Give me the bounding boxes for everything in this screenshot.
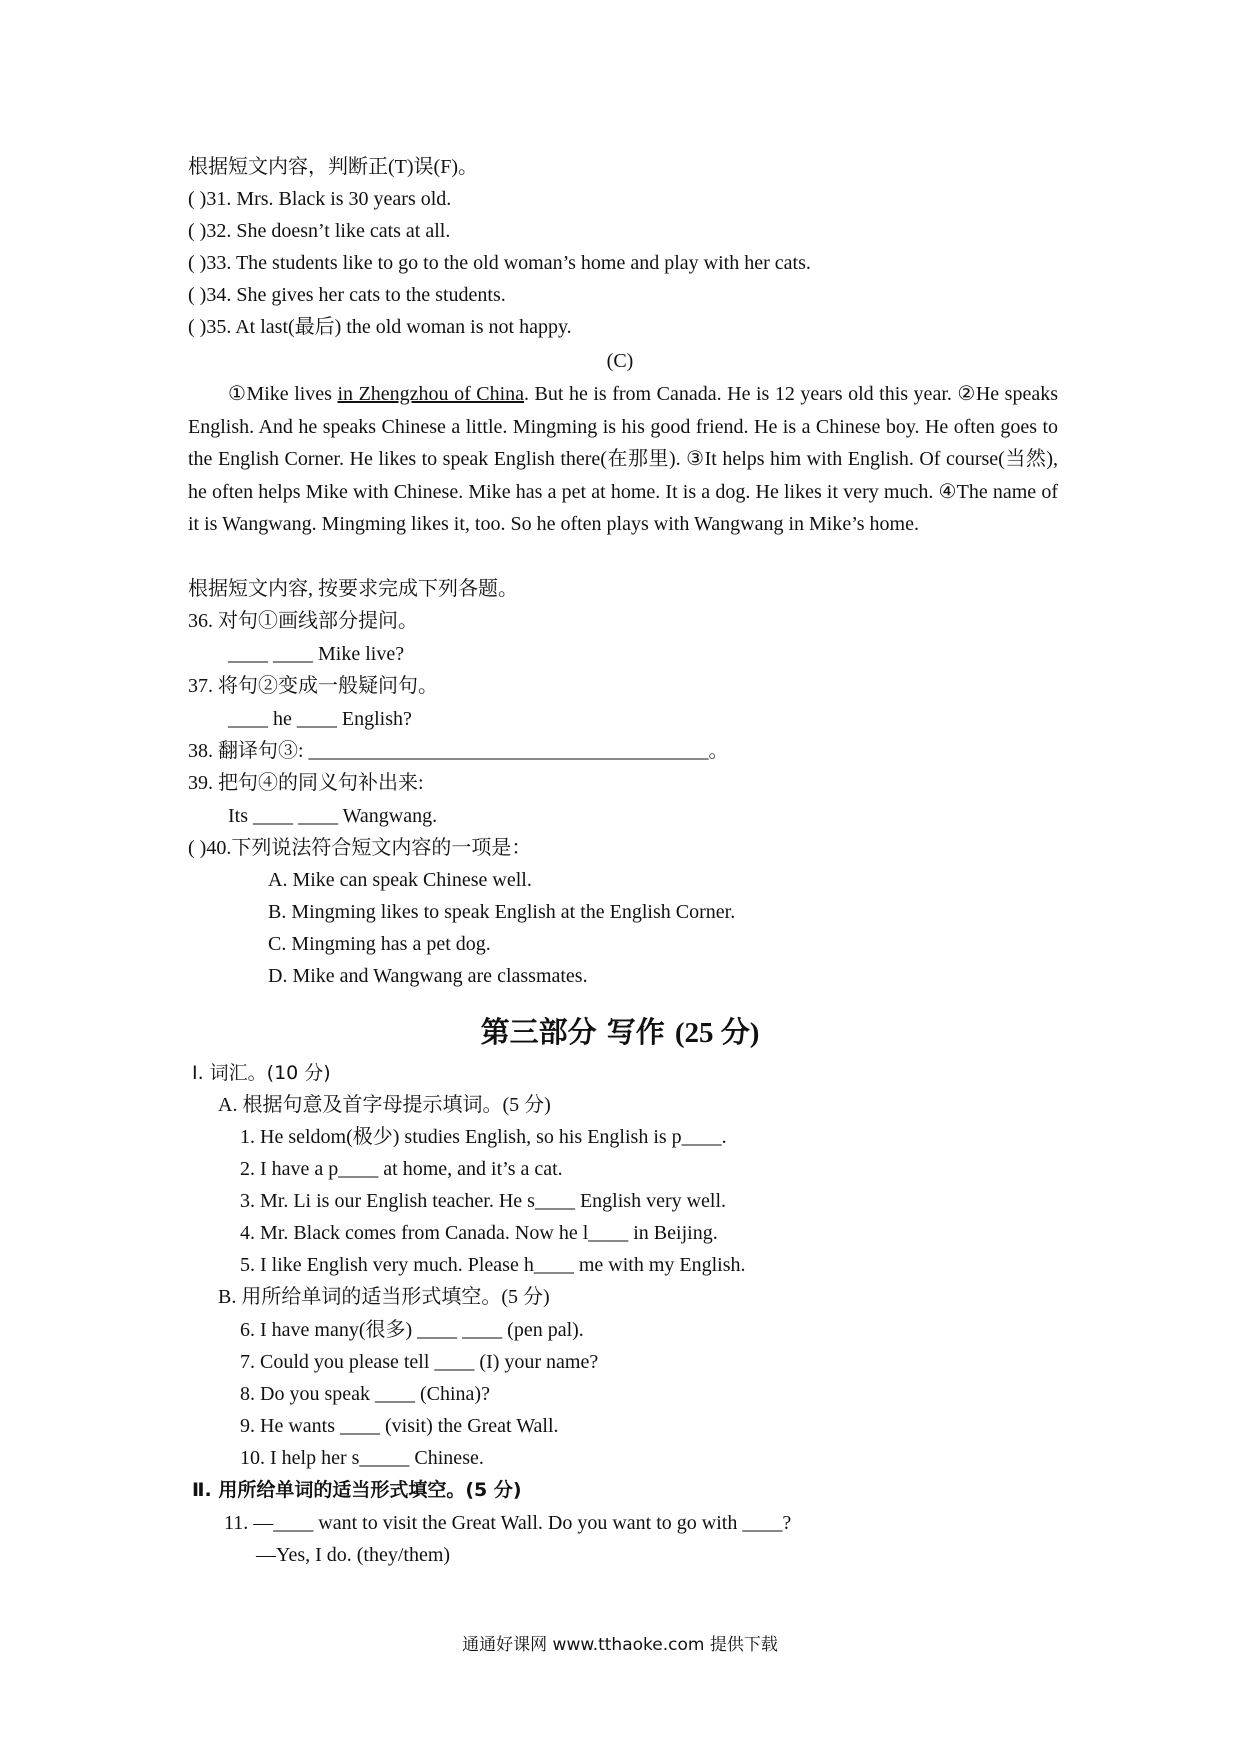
question-40 bbox=[188, 835, 531, 861]
answer-bracket[interactable]: ( ) bbox=[188, 316, 207, 338]
option-a: A. Mike can speak Chinese well. bbox=[268, 869, 532, 891]
vocab-title: Ⅰ. 词汇。(10 分) bbox=[192, 1062, 331, 1084]
item-text: 32. She doesn’t like cats at all. bbox=[206, 220, 451, 242]
question-11: 11. —____ want to visit the Great Wall. Do you want to go with ____? bbox=[224, 1512, 792, 1534]
option-d: D. Mike and Wangwang are classmates. bbox=[268, 965, 588, 987]
part3-score: (25 分) bbox=[674, 1017, 760, 1049]
underlined-phrase: in Zhengzhou of China bbox=[337, 383, 525, 405]
vocab-b-item: 7. Could you please tell ____ (I) your name? bbox=[240, 1351, 599, 1373]
page-footer: 通通好课网 www.tthaoke.com 提供下载 bbox=[462, 1635, 778, 1655]
option-c: C. Mingming has a pet dog. bbox=[268, 933, 491, 955]
vocab-b-item: 8. Do you speak ____ (China)? bbox=[240, 1383, 490, 1405]
question-38[interactable]: 38. 翻译句③: ________________________________________。 bbox=[188, 740, 729, 762]
section-c-label: (C) bbox=[606, 350, 634, 372]
question-11-reply: —Yes, I do. (they/them) bbox=[256, 1544, 451, 1566]
vocab-a-item: 2. I have a p____ at home, and it’s a cat. bbox=[240, 1158, 563, 1180]
vocab-b-item: 9. He wants ____ (visit) the Great Wall. bbox=[240, 1415, 559, 1437]
question-36: 36. 对句①画线部分提问。 bbox=[188, 610, 418, 632]
vocab-a-title: A. 根据句意及首字母提示填词。(5 分) bbox=[218, 1094, 551, 1116]
vocab-a-item: 1. He seldom(极少) studies English, so his English is p____. bbox=[240, 1126, 727, 1148]
answer-bracket[interactable]: ( ) bbox=[188, 220, 207, 242]
option-b: B. Mingming likes to speak English at the English Corner. bbox=[268, 901, 736, 923]
part2-title: Ⅱ. 用所给单词的适当形式填空。(5 分) bbox=[192, 1479, 522, 1501]
tf-item bbox=[188, 250, 811, 276]
item-text: 33. The students like to go to the old woman’s home and play with her cats. bbox=[206, 252, 811, 274]
item-text: 40.下列说法符合短文内容的一项是： bbox=[206, 837, 532, 859]
reading-passage bbox=[188, 378, 1058, 541]
tf-item bbox=[188, 282, 506, 308]
vocab-a-item: 5. I like English very much. Please h____ me with my English. bbox=[240, 1254, 746, 1276]
answer-bracket[interactable]: ( ) bbox=[188, 252, 207, 274]
answer-bracket[interactable]: ( ) bbox=[188, 837, 207, 859]
answer-bracket[interactable]: ( ) bbox=[188, 188, 207, 210]
vocab-b-item: 6. I have many(很多) ____ ____ (pen pal). bbox=[240, 1319, 584, 1341]
tf-item bbox=[188, 186, 451, 212]
answer-37[interactable]: ____ he ____ English? bbox=[228, 708, 412, 730]
answer-bracket[interactable]: ( ) bbox=[188, 284, 207, 306]
passage-text: . But he is from Canada. He is 12 years old this year. ②He speaks English. And he speaks Chinese a little. Mingming is his good friend. He is a Chinese boy. He often goes to the English Corner. He likes to speak English there(在那里). ③It helps him with English. Of course(当然), he often helps Mike with Chinese. Mike has a pet at home. It is a dog. He likes it very much. ④The name of it is Wangwang. Mingming likes it, too. So he often plays with Wangwang in Mike’s home. bbox=[188, 383, 1059, 535]
part3-heading bbox=[0, 1010, 1240, 1051]
tf-item bbox=[188, 218, 450, 244]
answer-39[interactable]: Its ____ ____ Wangwang. bbox=[228, 805, 438, 827]
vocab-b-title: B. 用所给单词的适当形式填空。(5 分) bbox=[218, 1286, 550, 1308]
passage-text: ①Mike lives bbox=[228, 383, 338, 405]
tf-item bbox=[188, 314, 572, 340]
section-instruction: 根据短文内容，判断正(T)误(F)。 bbox=[188, 156, 478, 178]
item-text: 34. She gives her cats to the students. bbox=[206, 284, 506, 306]
question-37: 37. 将句②变成一般疑问句。 bbox=[188, 675, 438, 697]
answer-36[interactable]: ____ ____ Mike live? bbox=[228, 643, 405, 665]
item-text: 31. Mrs. Black is 30 years old. bbox=[206, 188, 452, 210]
item-text: 35. At last(最后) the old woman is not happy. bbox=[206, 316, 572, 338]
part3-title: 第三部分 写作 bbox=[480, 1015, 665, 1049]
section-instruction: 根据短文内容, 按要求完成下列各题。 bbox=[188, 578, 518, 600]
vocab-b-item: 10. I help her s_____ Chinese. bbox=[240, 1447, 484, 1469]
vocab-a-item: 4. Mr. Black comes from Canada. Now he l____ in Beijing. bbox=[240, 1222, 718, 1244]
vocab-a-item: 3. Mr. Li is our English teacher. He s____ English very well. bbox=[240, 1190, 727, 1212]
question-39: 39. 把句④的同义句补出来: bbox=[188, 772, 424, 794]
